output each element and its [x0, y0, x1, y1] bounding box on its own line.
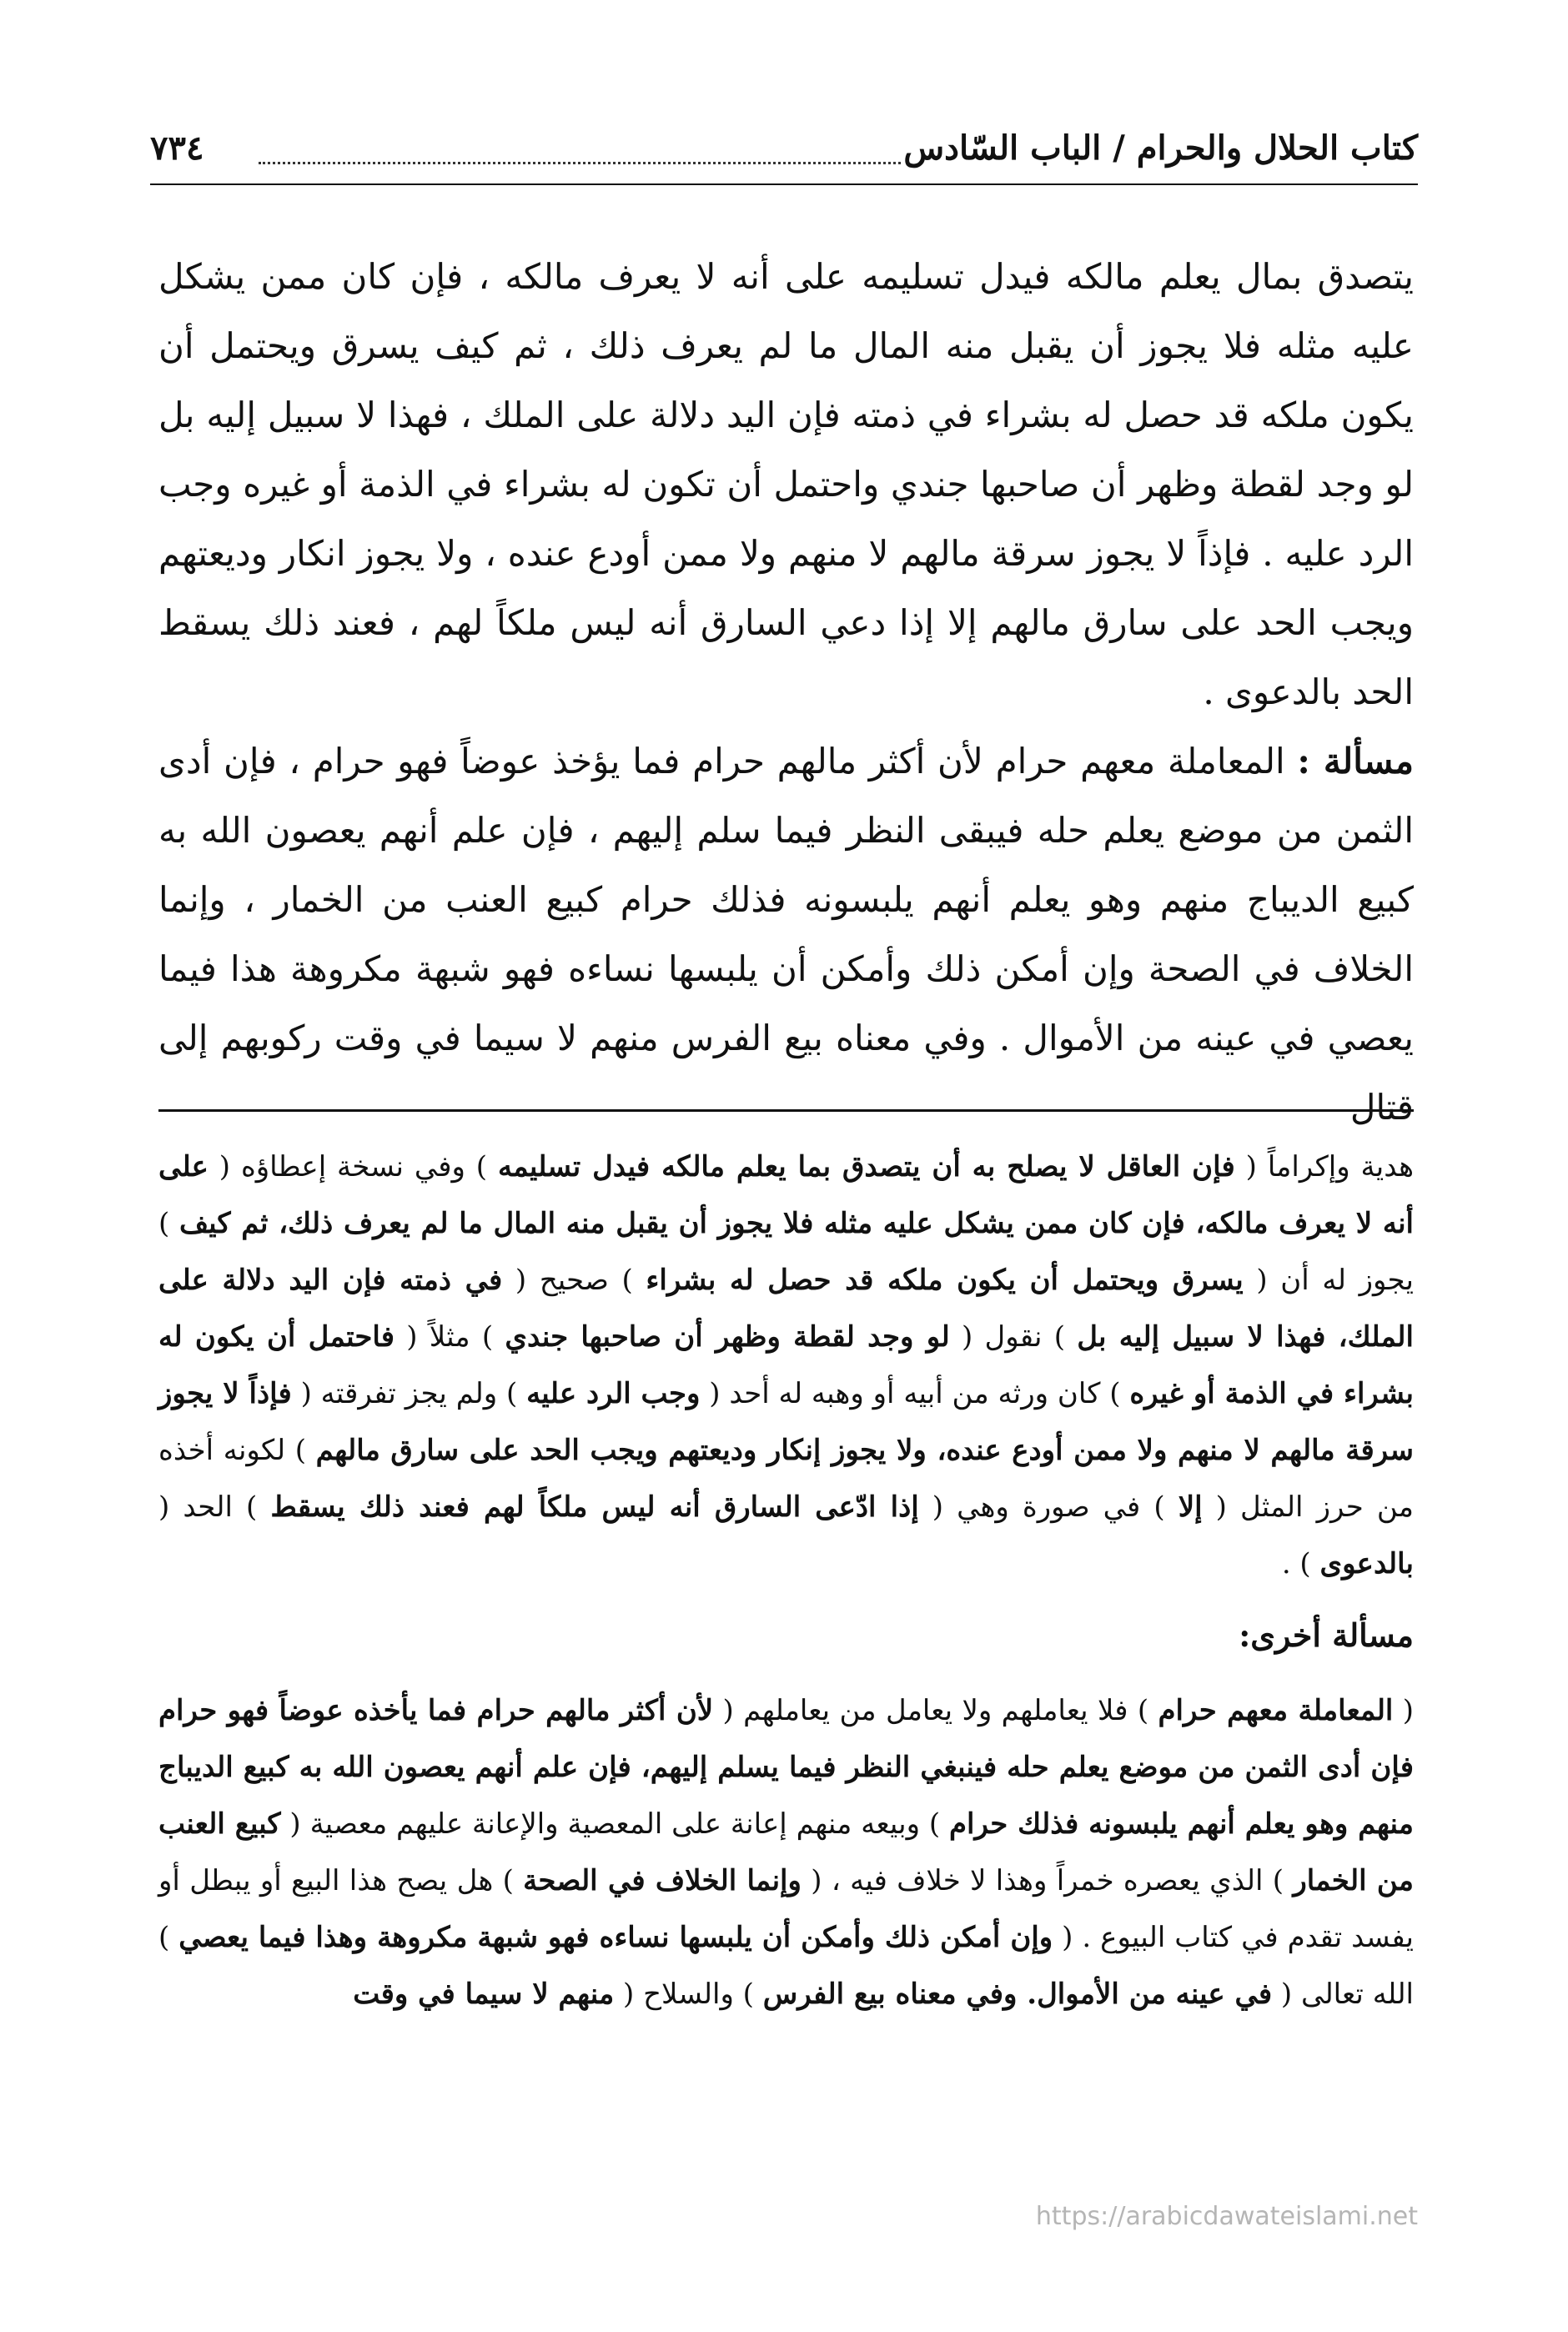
quoted-text: في ذمته فإن اليد دلالة على الملك، فهذا لا سبيل إليه بل	[158, 1264, 1414, 1354]
quoted-text: لو وجد لقطة وظهر أن صاحبها جندي	[505, 1320, 950, 1354]
commentary-text: ) .	[1281, 1547, 1320, 1581]
commentary-text: ) يجوز له أن (	[158, 1207, 1414, 1297]
commentary-text: ) في صورة وهي (	[918, 1490, 1179, 1524]
quoted-text: فإن العاقل لا يصلح به أن يتصدق بما يعلم مالكه فيدل تسليمه	[497, 1150, 1235, 1184]
quoted-text: فاحتمل أن يكون له بشراء في الذمة أو غيره	[158, 1320, 1414, 1410]
quoted-text: إلا	[1178, 1490, 1203, 1524]
paragraph-issue	[158, 726, 1414, 1142]
commentary-paragraph	[158, 1138, 1414, 1592]
quoted-text: المعاملة معهم حرام	[1158, 1694, 1394, 1727]
commentary-heading: مسألة أخرى:	[1239, 1616, 1414, 1654]
quoted-text: يسرق ويحتمل أن يكون ملكه قد حصل له بشراء	[646, 1264, 1244, 1297]
commentary-text: ) هل يصح هذا البيع أو يبطل أو يفسد تقدم في كتاب البيوع . (	[158, 1864, 1414, 1954]
commentary-text: هدية وإكراماً (	[1234, 1150, 1415, 1184]
commentary-text: (	[1393, 1694, 1414, 1727]
commentary-text: ) الحد (	[158, 1490, 271, 1524]
issue-label: مسألة :	[1297, 741, 1414, 782]
commentary-text: ) كان ورثه من أبيه أو وهبه له أحد (	[700, 1377, 1130, 1410]
paragraph: يتصدق بمال يعلم مالكه فيدل تسليمه على أنه لا يعرف مالكه ، فإن كان ممن يشكل عليه مثله فلا يجوز أن يقبل منه المال ما لم يعرف ذلك ، ثم كيف يسرق ويحتمل أن يكون ملكه قد حصل له بشراء في ذمته فإن اليد دلالة على الملك ، فهذا لا سبيل إليه بل لو وجد لقطة وظهر أن صاحبها جندي واحتمل أن تكون له بشراء في الذمة أو غيره وجب الرد عليه . فإذاً لا يجوز سرقة مالهم لا منهم ولا ممن أودع عنده ، ولا يجوز انكار وديعتهم ويجب الحد على سارق مالهم إلا إذا دعي السارق أنه ليس ملكاً لهم ، فعند ذلك يسقط الحد بالدعوى .	[158, 256, 1414, 712]
commentary-text: ) فلا يعاملهم ولا يعامل من يعاملهم (	[713, 1694, 1158, 1727]
page-header	[150, 125, 1418, 185]
watermark-url: https://arabicdawateislami.net	[1035, 2202, 1418, 2231]
footnote-divider	[158, 1109, 1414, 1112]
commentary-text: ) وفي نسخة إعطاؤه (	[208, 1150, 498, 1184]
commentary-text: ) مثلاً (	[394, 1320, 505, 1354]
running-title: كتاب الحلال والحرام / الباب السّادس	[903, 128, 1418, 168]
quoted-text: وجب الرد عليه	[526, 1377, 701, 1410]
quoted-text: منهم لا سيما في وقت	[353, 1978, 615, 2011]
quoted-text: لأن أكثر مالهم حرام فما يأخذه عوضاً فهو حرام فإن أدى الثمن من موضع يعلم حله فينبغي النظر فيما يسلم إليهم، فإن علم أنهم يعصون الله به كبيع الديباج منهم وهو يعلم أنهم يلبسونه فذلك حرام	[158, 1694, 1414, 1841]
commentary-text: ) والسلاح (	[614, 1978, 763, 2011]
issue-text: المعاملة معهم حرام لأن أكثر مالهم حرام فما يؤخذ عوضاً فهو حرام ، فإن أدى الثمن من موضع يعلم حله فيبقى النظر فيما سلم إليهم ، فإن علم أنهم يعصون الله به كبيع الديباج منهم وهو يعلم أنهم يلبسونه فذلك حرام كبيع العنب من الخمار ، وإنما الخلاف في الصحة وإن أمكن ذلك وأمكن أن يلبسها نساءه فهو شبهة مكروهة هذا فيما يعصي في عينه من الأموال . وفي معناه بيع الفرس منهم لا سيما في وقت ركوبهم إلى قتال	[158, 741, 1414, 1128]
commentary-text: ) الذي يعصره خمراً وهذا لا خلاف فيه ، (	[801, 1864, 1294, 1897]
page-number: ٧٣٤	[150, 128, 204, 168]
quoted-text: على أنه لا يعرف مالكه، فإن كان ممن يشكل عليه مثله فلا يجوز أن يقبل منه المال ما لم يعرف ذلك، ثم كيف	[158, 1150, 1414, 1240]
header-dotted-leader	[259, 162, 901, 164]
commentary	[158, 1138, 1414, 2023]
quoted-text: في عينه من الأموال. وفي معناه بيع الفرس	[762, 1978, 1273, 2011]
commentary-paragraph	[158, 1682, 1414, 2023]
main-text	[158, 242, 1414, 1142]
commentary-text: ) الله تعالى (	[158, 1921, 1414, 2011]
commentary-text: ) لكونه أخذه من حرز المثل (	[158, 1434, 1414, 1524]
quoted-text: بالدعوى	[1319, 1547, 1414, 1581]
commentary-text: ) ولم يجز تفرقته (	[291, 1377, 527, 1410]
quoted-text: إذا ادّعى السارق أنه ليس ملكاً لهم فعند ذلك يسقط	[270, 1490, 919, 1524]
quoted-text: وإن أمكن ذلك وأمكن أن يلبسها نساءه فهو شبهة مكروهة وهذا فيما يعصي	[178, 1921, 1053, 1954]
quoted-text: وإنما الخلاف في الصحة	[523, 1864, 802, 1897]
commentary-text: ) نقول (	[949, 1320, 1078, 1354]
commentary-text: ) وبيعه منهم إعانة على المعصية والإعانة عليهم معصية (	[280, 1807, 949, 1841]
quoted-text: كبيع العنب من الخمار	[158, 1807, 1414, 1897]
quoted-text: فإذاً لا يجوز سرقة مالهم لا منهم ولا ممن أودع عنده، ولا يجوز إنكار وديعتهم ويجب الحد على سارق مالهم	[158, 1377, 1414, 1467]
commentary-text: ) صحيح (	[502, 1264, 646, 1297]
